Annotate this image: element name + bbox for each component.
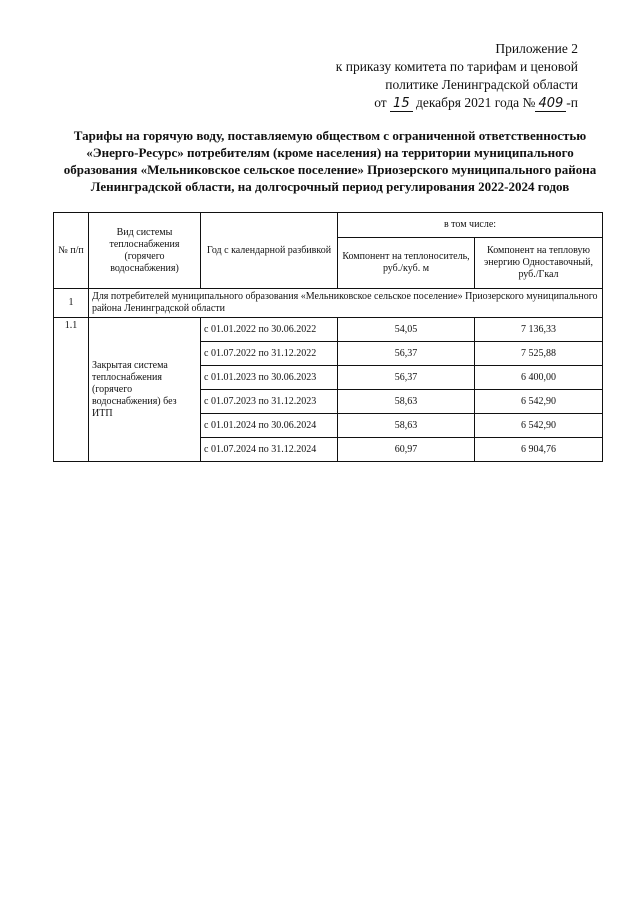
- tariff-table: [53, 212, 603, 462]
- subgroup-system: Закрытая система теплоснабжения (горячего водоснабжения) без ИТП: [89, 318, 201, 462]
- energy-cell: 7 136,33: [475, 318, 603, 342]
- header-including: в том числе:: [338, 213, 603, 238]
- order-suffix: -п: [566, 95, 578, 110]
- period-cell: с 01.07.2022 по 31.12.2022: [201, 342, 338, 366]
- carrier-cell: 54,05: [338, 318, 475, 342]
- header-num: № п/п: [54, 213, 89, 289]
- period-cell: с 01.01.2024 по 30.06.2024: [201, 414, 338, 438]
- appendix-header: [336, 40, 578, 112]
- date-prefix: от: [374, 95, 387, 110]
- subgroup-num: 1.1: [54, 318, 89, 462]
- carrier-cell: 58,63: [338, 414, 475, 438]
- handwritten-number: 409: [535, 97, 566, 112]
- carrier-cell: 56,37: [338, 366, 475, 390]
- appendix-title: Приложение 2: [495, 41, 578, 56]
- energy-cell: 6 542,90: [475, 390, 603, 414]
- appendix-order-line: к приказу комитета по тарифам и ценовой: [335, 59, 578, 74]
- group-num: 1: [54, 289, 89, 318]
- period-cell: с 01.07.2024 по 31.12.2024: [201, 438, 338, 462]
- energy-cell: 6 542,90: [475, 414, 603, 438]
- carrier-cell: 56,37: [338, 342, 475, 366]
- energy-cell: 6 904,76: [475, 438, 603, 462]
- group-row: [54, 289, 603, 318]
- carrier-cell: 58,63: [338, 390, 475, 414]
- period-cell: с 01.01.2023 по 30.06.2023: [201, 366, 338, 390]
- document-title: Тарифы на горячую воду, поставляемую обществом с ограниченной ответственностью «Энерго-Ресурс» потребителям (кроме населения) на территории муниципального образования «Мельниковское сельское поселение» Приозерского муниципального района Ленинградской области, на долгосрочный период регулирования 2022-2024 годов: [63, 128, 597, 194]
- header-system: Вид системы теплоснабжения (горячего водоснабжения): [89, 213, 201, 289]
- group-text: Для потребителей муниципального образования «Мельниковское сельское поселение» Приозерского муниципального района Ленинградской области: [89, 289, 603, 318]
- carrier-cell: 60,97: [338, 438, 475, 462]
- handwritten-day: 15: [390, 97, 413, 112]
- energy-cell: 6 400,00: [475, 366, 603, 390]
- period-cell: с 01.01.2022 по 30.06.2022: [201, 318, 338, 342]
- header-period: Год с календарной разбивкой: [201, 213, 338, 289]
- energy-cell: 7 525,88: [475, 342, 603, 366]
- table-row: [54, 318, 603, 342]
- period-cell: с 01.07.2023 по 31.12.2023: [201, 390, 338, 414]
- header-carrier: Компонент на теплоноситель, руб./куб. м: [338, 238, 475, 289]
- header-row-1: [54, 213, 603, 238]
- date-middle: декабря 2021 года №: [415, 95, 536, 110]
- appendix-committee-line: политике Ленинградской области: [385, 77, 578, 92]
- header-energy: Компонент на тепловую энергию Одноставочный, руб./Гкал: [475, 238, 603, 289]
- appendix-date-line: [336, 94, 578, 112]
